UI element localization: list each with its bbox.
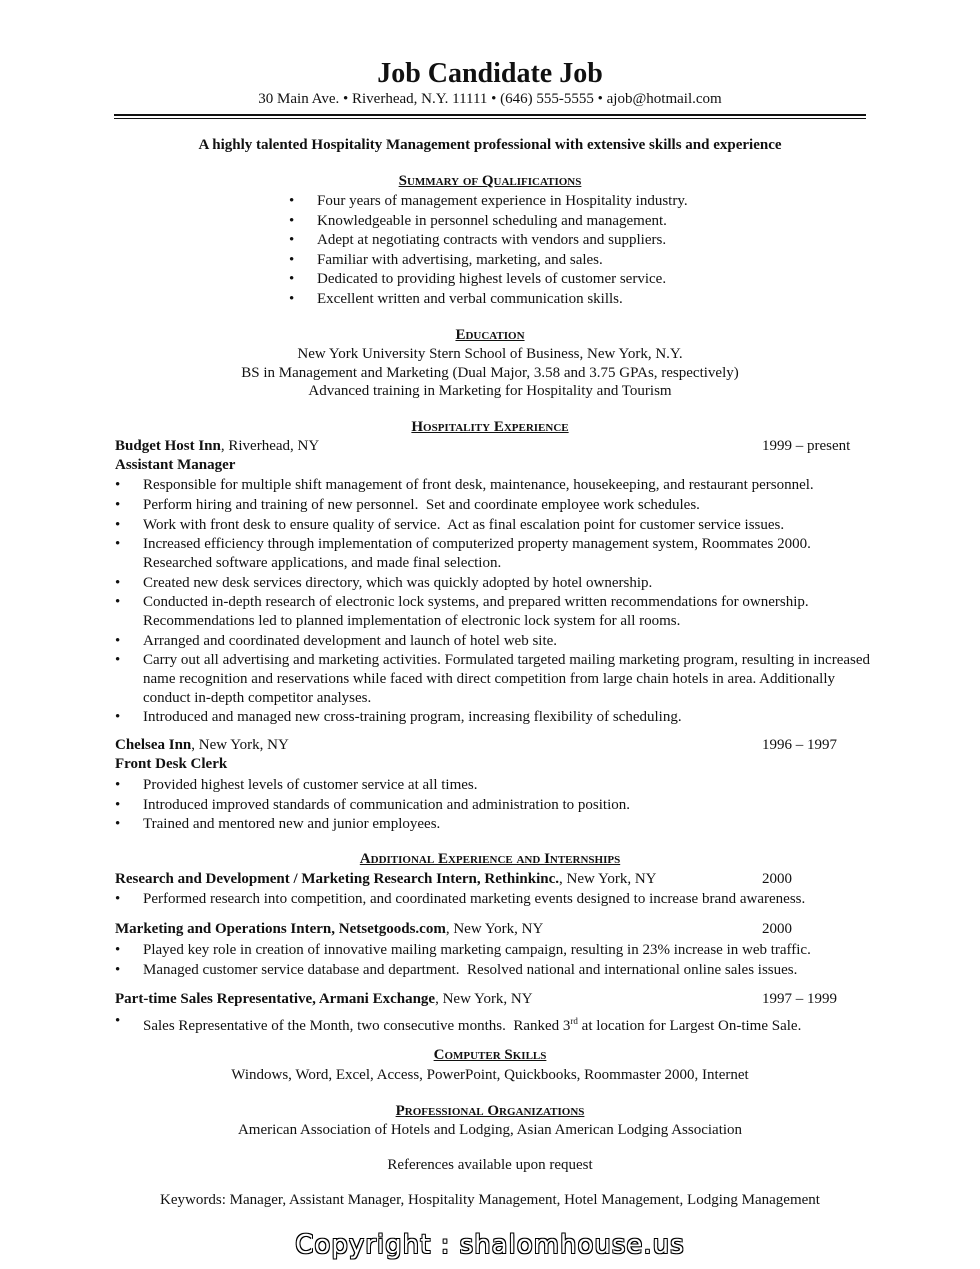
experience-heading-text: Hospitality Experience bbox=[411, 419, 569, 435]
list-item-text: Introduced improved standards of communication and administration to position. bbox=[143, 796, 630, 813]
bullet-icon: • bbox=[115, 536, 121, 552]
job-employer: Budget Host Inn bbox=[115, 438, 221, 454]
education-line: BS in Management and Marketing (Dual Major, 3.58 and 3.75 GPAs, respectively) bbox=[241, 365, 739, 381]
list-item-text: Excellent written and verbal communication skills. bbox=[317, 290, 623, 307]
header-rule-thin bbox=[114, 118, 866, 119]
bullet-icon: • bbox=[115, 574, 121, 591]
skills-text: Windows, Word, Excel, Access, PowerPoint, Quickbooks, Roommaster 2000, Internet bbox=[231, 1067, 749, 1083]
internship-bullets bbox=[115, 941, 875, 980]
education-line: New York University Stern School of Business, New York, N.Y. bbox=[297, 346, 683, 362]
bullet-icon: • bbox=[115, 497, 121, 513]
bullet-icon: • bbox=[289, 290, 295, 307]
education-heading-text: Education bbox=[455, 327, 525, 343]
bullet-icon: • bbox=[115, 516, 121, 533]
list-item-text: Four years of management experience in Hospitality industry. bbox=[317, 193, 688, 209]
list-item bbox=[289, 291, 688, 311]
job-employer-line bbox=[115, 737, 289, 754]
list-item bbox=[115, 516, 875, 536]
job-title: Front Desk Clerk bbox=[115, 756, 228, 772]
education-heading bbox=[0, 327, 980, 344]
qualifications-heading bbox=[0, 173, 980, 190]
organizations-heading-text: Professional Organizations bbox=[395, 1103, 585, 1119]
list-item bbox=[289, 232, 688, 252]
skills-heading bbox=[0, 1047, 980, 1064]
contact-info: 30 Main Ave. • Riverhead, N.Y. 11111 • (646) 555-5555 • ajob@hotmail.com bbox=[258, 91, 722, 107]
list-item-text: Carry out all advertising and marketing activities. Formulated targeted mailing marketing program, resulting in increased name recognition and reservations while faced with direct competition from large chain hotels in area. Additionally conduct in-depth competitor analyses. bbox=[143, 652, 871, 706]
list-item bbox=[115, 593, 875, 632]
additional-heading bbox=[0, 851, 980, 868]
list-item bbox=[115, 535, 875, 574]
internship-bullets bbox=[115, 890, 875, 909]
list-item-text: Trained and mentored new and junior employees. bbox=[143, 816, 441, 832]
internship-role: Research and Development / Marketing Research Intern, Rethinkinc. bbox=[115, 871, 559, 887]
bullet-icon: • bbox=[115, 942, 121, 958]
list-item bbox=[115, 890, 875, 909]
internship-location: , New York, NY bbox=[445, 921, 544, 937]
list-item-text: Introduced and managed new cross-training program, increasing flexibility of scheduling. bbox=[143, 709, 682, 725]
bullet-icon: • bbox=[289, 251, 295, 268]
bullet-icon: • bbox=[115, 816, 121, 832]
list-item-text: Responsible for multiple shift management of front desk, maintenance, housekeeping, and restaurant personnel. bbox=[143, 477, 814, 493]
skills-heading-text: Computer Skills bbox=[433, 1047, 547, 1063]
bullet-icon: • bbox=[289, 212, 295, 229]
copyright-watermark: Copyright : shalomhouse.us bbox=[295, 1230, 685, 1260]
list-item-text: Dedicated to providing highest levels of customer service. bbox=[317, 271, 667, 288]
references-note: References available upon request bbox=[387, 1157, 593, 1173]
job-dates: 1996 – 1997 bbox=[762, 737, 837, 753]
organizations-heading bbox=[0, 1103, 980, 1120]
job-location: , Riverhead, NY bbox=[220, 438, 320, 454]
list-item bbox=[115, 776, 875, 796]
list-item bbox=[115, 574, 875, 594]
qualifications-list bbox=[289, 193, 688, 311]
list-item bbox=[115, 1012, 875, 1036]
bullet-icon: • bbox=[115, 594, 121, 610]
header-rule-thick bbox=[114, 114, 866, 116]
list-item-text: Adept at negotiating contracts with vendors and suppliers. bbox=[317, 232, 667, 249]
job-location: , New York, NY bbox=[191, 737, 289, 753]
list-item bbox=[115, 941, 875, 961]
tagline: A highly talented Hospitality Management professional with extensive skills and experience bbox=[198, 137, 782, 153]
keywords-line: Keywords: Manager, Assistant Manager, Hospitality Management, Hotel Management, Lodging Management bbox=[160, 1192, 820, 1208]
job-bullets bbox=[115, 476, 875, 728]
list-item-text bbox=[143, 1018, 801, 1034]
bullet-icon: • bbox=[289, 271, 295, 288]
list-item bbox=[115, 815, 875, 835]
list-item-text: Managed customer service database and department. Resolved national and international online sales issues. bbox=[143, 961, 798, 978]
internship-line bbox=[115, 991, 533, 1008]
internship-role: Marketing and Operations Intern, Netsetgoods.com bbox=[115, 921, 446, 937]
job-dates: 1999 – present bbox=[762, 438, 851, 454]
list-item-text: Perform hiring and training of new personnel. Set and coordinate employee work schedules. bbox=[143, 497, 700, 513]
list-item bbox=[115, 708, 875, 728]
additional-heading-text: Additional Experience and Internships bbox=[359, 851, 621, 867]
list-item-text: Played key role in creation of innovative mailing marketing campaign, resulting in 23% increase in web traffic. bbox=[143, 942, 811, 958]
job-employer: Chelsea Inn bbox=[115, 737, 192, 753]
internship-line bbox=[115, 921, 543, 938]
list-item-text: Work with front desk to ensure quality of service. Act as final escalation point for customer service issues. bbox=[143, 516, 785, 533]
list-item-text-part: at location for Largest On-time Sale. bbox=[577, 1018, 802, 1034]
internship-dates: 2000 bbox=[762, 871, 792, 887]
list-item bbox=[115, 632, 875, 652]
job-employer-line bbox=[115, 438, 319, 455]
list-item bbox=[115, 476, 875, 496]
bullet-icon: • bbox=[115, 652, 121, 668]
education-line: Advanced training in Marketing for Hospitality and Tourism bbox=[308, 383, 672, 399]
internship-dates: 2000 bbox=[762, 921, 792, 937]
job-title: Assistant Manager bbox=[115, 457, 236, 473]
list-item-text: Provided highest levels of customer service at all times. bbox=[143, 777, 478, 793]
list-item bbox=[289, 213, 688, 233]
list-item-text: Conducted in-depth research of electronic lock systems, and prepared written recommendations for ownership. Recommendations led to planned implementation of electronic lock system for all rooms. bbox=[143, 594, 809, 629]
internship-dates: 1997 – 1999 bbox=[762, 991, 837, 1007]
bullet-icon: • bbox=[289, 193, 295, 209]
bullet-icon: • bbox=[115, 632, 121, 649]
bullet-icon: • bbox=[115, 1013, 121, 1029]
list-item-text-part: Sales Representative of the Month, two consecutive months. Ranked 3 bbox=[143, 1018, 571, 1034]
bullet-icon: • bbox=[115, 961, 121, 978]
list-item bbox=[289, 271, 688, 291]
internship-bullets bbox=[115, 1012, 875, 1036]
list-item-text: Familiar with advertising, marketing, and sales. bbox=[317, 251, 603, 268]
bullet-icon: • bbox=[115, 796, 121, 813]
list-item-text: Knowledgeable in personnel scheduling and management. bbox=[317, 212, 667, 229]
internship-line bbox=[115, 871, 657, 888]
bullet-icon: • bbox=[289, 232, 295, 249]
internship-location: , New York, NY bbox=[435, 991, 533, 1007]
bullet-icon: • bbox=[115, 477, 121, 493]
list-item-text: Performed research into competition, and coordinated marketing events designed to increase brand awareness. bbox=[143, 891, 806, 907]
candidate-name: Job Candidate Job bbox=[377, 58, 603, 89]
list-item bbox=[289, 252, 688, 272]
qualifications-heading-text: Summary of Qualifications bbox=[398, 173, 582, 189]
list-item bbox=[115, 496, 875, 516]
bullet-icon: • bbox=[115, 709, 121, 725]
list-item-text: Increased efficiency through implementation of computerized property management system, Roommates 2000. Researched software applications, and made final selection. bbox=[143, 536, 811, 571]
list-item bbox=[115, 961, 875, 981]
internship-role: Part-time Sales Representative, Armani Exchange bbox=[115, 991, 436, 1007]
list-item-text: Created new desk services directory, which was quickly adopted by hotel ownership. bbox=[143, 574, 653, 591]
list-item-text: Arranged and coordinated development and launch of hotel web site. bbox=[143, 632, 558, 649]
job-bullets bbox=[115, 776, 875, 835]
list-item bbox=[115, 796, 875, 816]
list-item bbox=[115, 651, 875, 708]
ordinal-suffix: rd bbox=[570, 1016, 578, 1026]
bullet-icon: • bbox=[115, 777, 121, 793]
list-item bbox=[289, 193, 688, 213]
organizations-text: American Association of Hotels and Lodging, Asian American Lodging Association bbox=[237, 1122, 743, 1138]
internship-location: , New York, NY bbox=[559, 871, 657, 887]
bullet-icon: • bbox=[115, 891, 121, 907]
experience-heading bbox=[0, 419, 980, 436]
